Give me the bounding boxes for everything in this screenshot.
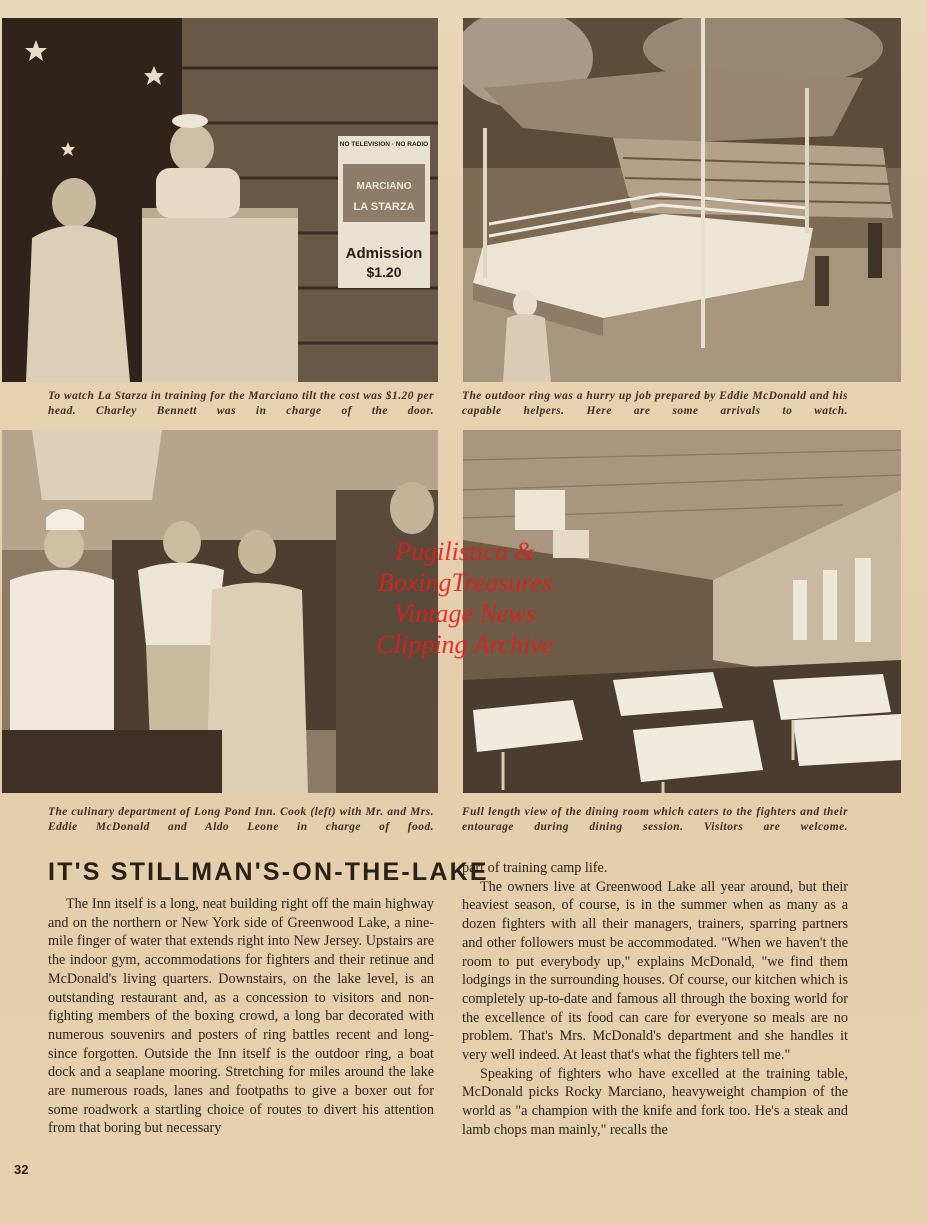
caption-door-admission: To watch La Starza in training for the Marciano tilt the cost was $1.20 per head. Charley Bennett was in charge of the door. — [48, 390, 434, 417]
caption-dining-room: Full length view of the dining room which caters to the fighters and their entourage during dining session. Visitors are welcome. — [462, 806, 848, 833]
watermark-line: Pugilistica & — [395, 537, 535, 566]
watermark-line: BoxingTreasures — [377, 568, 553, 597]
photo-outdoor-ring — [463, 18, 901, 382]
poster-line-5: $1.20 — [366, 264, 402, 280]
watermark-line: Clipping Archive — [376, 630, 554, 659]
poster-line-3: LA STARZA — [353, 201, 415, 213]
poster-line-2: MARCIANO — [356, 181, 412, 192]
article-paragraph: part of training camp life. — [462, 860, 608, 876]
poster-line-1: NO TELEVISION · NO RADIO — [339, 141, 429, 148]
article-left-column — [48, 895, 434, 1138]
article-paragraph: The owners live at Greenwood Lake all year around, but their heaviest season, of course, is in the summer when as many as a dozen fighters with all their managers, trainers, sparring partners and other followers must be accommodated. "When we haven't the room to put everybody up," explains McDonald, "we find them lodgings in the surrounding houses. Of course, our kitchen which is completely up-to-date and famous all through the boxing world for the excellence of its food can care for everyone so meals are no problem. That's Mrs. McDonald's department and she handles it very well indeed. At least that's what the fighters tell me." — [462, 878, 848, 1064]
photo-dining-room — [463, 430, 901, 793]
article-paragraph: Speaking of fighters who have excelled at the training table, McDonald picks Rocky Marciano, heavyweight champion of the world as "a champion with the knife and fork too. He's a steak and lamb chops man mainly," recalls the — [462, 1065, 848, 1138]
article-headline: IT'S STILLMAN'S-ON-THE-LAKE — [48, 858, 489, 886]
caption-kitchen-staff: The culinary department of Long Pond Inn. Cook (left) with Mr. and Mrs. Eddie McDonald and Aldo Leone in charge of food. — [48, 806, 434, 833]
photo-door-admission — [2, 18, 438, 382]
article-right-column — [462, 859, 848, 1140]
watermark-line: Vintage News — [394, 599, 536, 628]
photo-kitchen-staff — [2, 430, 438, 793]
caption-outdoor-ring: The outdoor ring was a hurry up job prepared by Eddie McDonald and his capable helpers. Here are some arrivals to watch. — [462, 390, 848, 417]
page-number: 32 — [14, 1162, 29, 1177]
poster-line-4: Admission — [345, 245, 423, 262]
article-paragraph: The Inn itself is a long, neat building right off the main highway and on the northern or New York side of Greenwood Lake, a nine-mile finger of water that extends right into New Jersey. Upstairs are the indoor gym, accommodations for fighters and their retinue and McDonald's living quarters. Downstairs, on the lake level, is an outstanding restaurant and, as a concession to visitors and non-fighting members of the boxing crowd, a long bar decorated with numerous souvenirs and posters of ring battles recent and long-since forgotten. Outside the Inn itself is the outdoor ring, a boat dock and a seaplane mooring. Stretching for miles around the lake are numerous roads, lanes and footpaths to give a boxer out for some roadwork a startling choice of routes to divert his attention from that boring but necessary — [48, 896, 434, 1137]
